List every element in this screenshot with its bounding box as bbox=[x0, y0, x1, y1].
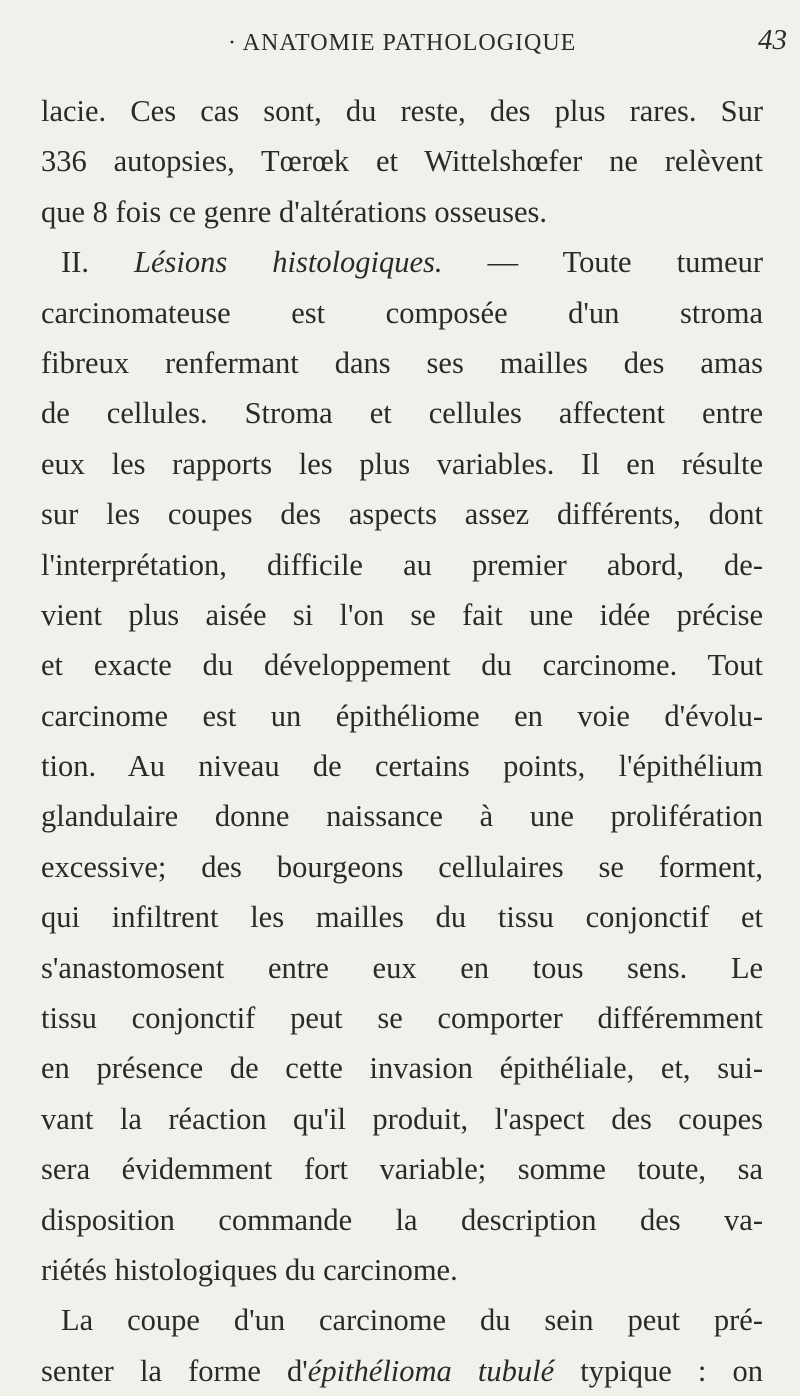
text-line: glandulaire donne naissance à une prolifération bbox=[41, 799, 763, 834]
text-fragment: — Toute tumeur bbox=[487, 245, 764, 280]
text-line: sera évidemment fort variable; somme toute, sa bbox=[41, 1152, 763, 1187]
text-line: 336 autopsies, Tœrœk et Wittelshœfer ne relèvent bbox=[41, 144, 763, 179]
text-line: vant la réaction qu'il produit, l'aspect des coupes bbox=[41, 1101, 763, 1136]
text-line: vient plus aisée si l'on se fait une idée précise bbox=[41, 597, 763, 632]
text-line: en présence de cette invasion épithéliale, et, sui- bbox=[41, 1051, 763, 1086]
text-line: La coupe d'un carcinome du sein peut pré- bbox=[61, 1303, 763, 1338]
text-line: carcinome est un épithéliome en voie d'évolu- bbox=[41, 698, 763, 733]
text-line: carcinomateuse est composée d'un stroma bbox=[41, 295, 763, 330]
text-line: de cellules. Stroma et cellules affectent entre bbox=[41, 396, 763, 431]
section-title: Lésions histologiques. bbox=[134, 245, 443, 280]
text-line: riétés histologiques du carcinome. bbox=[41, 1252, 458, 1287]
text-line bbox=[41, 1346, 763, 1396]
text-line: tissu conjonctif peut se comporter différemment bbox=[41, 1001, 763, 1036]
page-number: 43 bbox=[758, 24, 787, 56]
text-line: eux les rapports les plus variables. Il en résulte bbox=[41, 446, 763, 481]
text-line: fibreux renfermant dans ses mailles des amas bbox=[41, 345, 763, 380]
body-text bbox=[41, 86, 763, 1396]
text-line: excessive; des bourgeons cellulaires se forment, bbox=[41, 849, 763, 884]
text-line: que 8 fois ce genre d'altérations osseuses. bbox=[41, 194, 548, 229]
text-line: et exacte du développement du carcinome. Tout bbox=[41, 648, 763, 683]
text-line: sur les coupes des aspects assez différents, dont bbox=[41, 497, 763, 532]
text-line: disposition commande la description des va- bbox=[41, 1202, 763, 1237]
text-line: s'anastomosent entre eux en tous sens. Le bbox=[41, 950, 763, 985]
text-line: lacie. Ces cas sont, du reste, des plus rares. Sur bbox=[41, 94, 763, 128]
italic-term: épithélioma tubulé bbox=[307, 1353, 555, 1388]
text-line: tion. Au niveau de certains points, l'épithélium bbox=[41, 749, 763, 784]
section-heading-line bbox=[41, 237, 763, 287]
text-fragment: typique : on bbox=[554, 1353, 763, 1388]
running-head: · ANATOMIE PATHOLOGIQUE bbox=[228, 30, 577, 56]
text-line: l'interprétation, difficile au premier abord, de- bbox=[41, 547, 763, 582]
text-line: qui infiltrent les mailles du tissu conjonctif et bbox=[41, 900, 763, 935]
section-number: II. bbox=[61, 245, 89, 280]
text-fragment: senter la forme d' bbox=[41, 1353, 308, 1388]
